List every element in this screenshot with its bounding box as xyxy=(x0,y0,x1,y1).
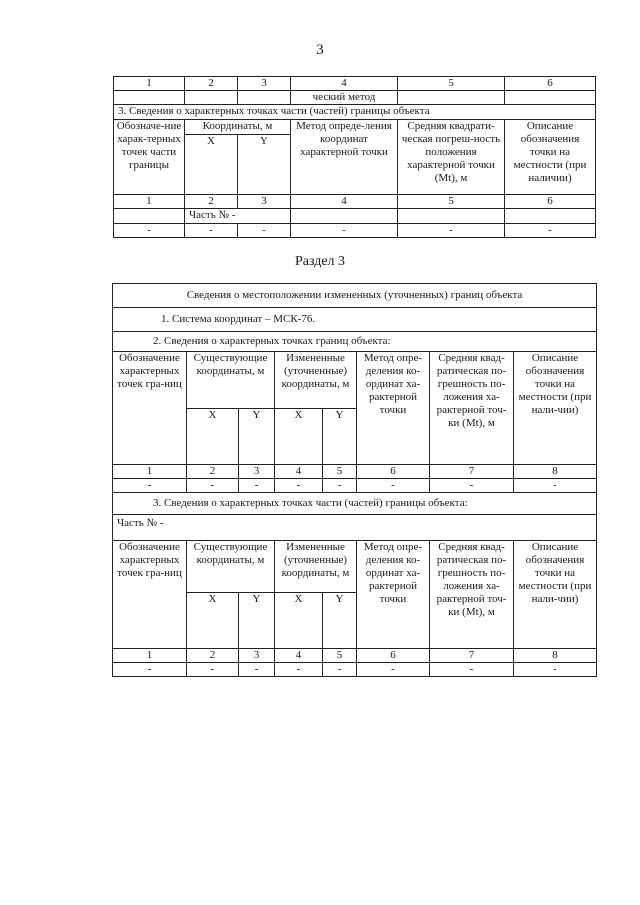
header-coords: Координаты, м xyxy=(185,120,291,135)
table-row xyxy=(113,515,597,541)
num-cell: 3 xyxy=(238,77,291,91)
empty-cell: - xyxy=(187,479,239,493)
section3-table xyxy=(112,283,597,677)
header-y: Y xyxy=(323,409,357,465)
header-method: Метод опре-деления ко-ординат ха-рактерной точки xyxy=(357,541,430,649)
part-value: - xyxy=(231,209,236,221)
header-error: Средняя квад-ратическая по-грешность по-ложения ха-рактерной точ-ки (Mt), м xyxy=(430,352,514,465)
header-designation: Обозначение характерных точек гра-ниц xyxy=(113,541,187,649)
page-number: 3 xyxy=(316,42,324,58)
num-cell: 3 xyxy=(238,195,291,209)
header-method: Метод опреде-ления координат характерной точки xyxy=(291,120,398,195)
coord-system: 1. Система координат – МСК-76. xyxy=(113,308,597,332)
table-row xyxy=(113,332,597,352)
num-cell: 1 xyxy=(114,195,185,209)
part-label: Часть № xyxy=(189,209,229,221)
header-x: X xyxy=(185,135,238,195)
header-error: Средняя квад-ратическая по-грешность по-ложения ха-рактерной точ-ки (Mt), м xyxy=(430,541,514,649)
num-cell: 7 xyxy=(430,649,514,663)
table-row xyxy=(114,105,596,120)
empty-cell: - xyxy=(113,663,187,677)
table-row xyxy=(113,663,597,677)
num-cell: 2 xyxy=(187,465,239,479)
num-cell: 6 xyxy=(505,195,596,209)
num-cell: 8 xyxy=(514,649,597,663)
empty-cell: - xyxy=(113,479,187,493)
num-cell: 1 xyxy=(114,77,185,91)
num-cell: 6 xyxy=(357,465,430,479)
num-cell: 2 xyxy=(185,195,238,209)
num-cell: 5 xyxy=(398,195,505,209)
table-row xyxy=(113,465,597,479)
empty-cell: - xyxy=(514,479,597,493)
top-table xyxy=(113,76,596,238)
header-description: Описание обозначения точки на местности (при нали-чии) xyxy=(514,541,597,649)
num-cell: 4 xyxy=(291,77,398,91)
header-row xyxy=(113,541,597,593)
header-y: Y xyxy=(323,593,357,649)
num-cell: 5 xyxy=(398,77,505,91)
num-cell: 2 xyxy=(187,649,239,663)
empty-cell: - xyxy=(430,663,514,677)
header-changed: Измененные (уточненные) координаты, м xyxy=(275,352,357,409)
num-cell: 4 xyxy=(291,195,398,209)
num-cell: 7 xyxy=(430,465,514,479)
empty-cell: - xyxy=(114,224,185,238)
table-row xyxy=(114,91,596,105)
table-row xyxy=(113,284,597,308)
empty-cell: - xyxy=(275,479,323,493)
header-x: X xyxy=(275,593,323,649)
table-row xyxy=(114,224,596,238)
num-cell: 3 xyxy=(239,465,275,479)
header-row xyxy=(114,120,596,135)
table-row xyxy=(113,479,597,493)
num-cell: 4 xyxy=(275,465,323,479)
empty-cell: - xyxy=(514,663,597,677)
header-description: Описание обозначения точки на местности (при наличии) xyxy=(505,120,596,195)
empty-cell: - xyxy=(291,224,398,238)
section-heading: 3. Сведения о характерных точках части (частей) границы объекта xyxy=(114,105,596,120)
continuation-text: ческий метод xyxy=(291,91,398,105)
header-changed: Измененные (уточненные) координаты, м xyxy=(275,541,357,593)
header-error: Средняя квадрати-ческая погреш-ность положения характерной точки (Mt), м xyxy=(398,120,505,195)
num-cell: 5 xyxy=(323,649,357,663)
header-existing: Существующие координаты, м xyxy=(187,352,275,409)
empty-cell: - xyxy=(357,663,430,677)
empty-cell: - xyxy=(185,224,238,238)
empty-cell: - xyxy=(430,479,514,493)
header-method: Метод опре-деления ко-ординат ха-рактерной точки xyxy=(357,352,430,465)
num-cell: 2 xyxy=(185,77,238,91)
section-title: Раздел 3 xyxy=(294,254,346,269)
num-cell: 3 xyxy=(239,649,275,663)
num-cell: 1 xyxy=(113,465,187,479)
header-designation: Обозначе-ние харак-терных точек части границы xyxy=(114,120,185,195)
header-x: X xyxy=(275,409,323,465)
num-cell: 6 xyxy=(357,649,430,663)
num-cell: 1 xyxy=(113,649,187,663)
empty-cell: - xyxy=(357,479,430,493)
num-cell: 4 xyxy=(275,649,323,663)
table-row xyxy=(113,649,597,663)
header-description: Описание обозначения точки на местности (при нали-чии) xyxy=(514,352,597,465)
table-row xyxy=(114,209,596,224)
table-row xyxy=(114,77,596,91)
header-x: X xyxy=(187,593,239,649)
empty-cell: - xyxy=(239,479,275,493)
empty-cell: - xyxy=(187,663,239,677)
empty-cell: - xyxy=(323,479,357,493)
num-cell: 5 xyxy=(323,465,357,479)
empty-cell: - xyxy=(275,663,323,677)
empty-cell: - xyxy=(239,663,275,677)
subsection-heading: 2. Сведения о характерных точках границ объекта: xyxy=(113,332,597,352)
header-y: Y xyxy=(238,135,291,195)
empty-cell: - xyxy=(323,663,357,677)
empty-cell: - xyxy=(398,224,505,238)
empty-cell: - xyxy=(238,224,291,238)
subsection-heading: 3. Сведения о характерных точках части (частей) границы объекта: xyxy=(113,493,597,515)
num-cell: 8 xyxy=(514,465,597,479)
header-y: Y xyxy=(239,409,275,465)
part-label: Часть № - xyxy=(113,515,597,541)
header-y: Y xyxy=(239,593,275,649)
num-cell: 6 xyxy=(505,77,596,91)
table-row xyxy=(113,493,597,515)
table-row xyxy=(113,308,597,332)
table-row xyxy=(114,195,596,209)
header-existing: Существующие координаты, м xyxy=(187,541,275,593)
header-designation: Обозначение характерных точек гра-ниц xyxy=(113,352,187,465)
header-row xyxy=(113,352,597,409)
empty-cell: - xyxy=(505,224,596,238)
table-title: Сведения о местоположении измененных (уточненных) границ объекта xyxy=(113,284,597,308)
header-x: X xyxy=(187,409,239,465)
